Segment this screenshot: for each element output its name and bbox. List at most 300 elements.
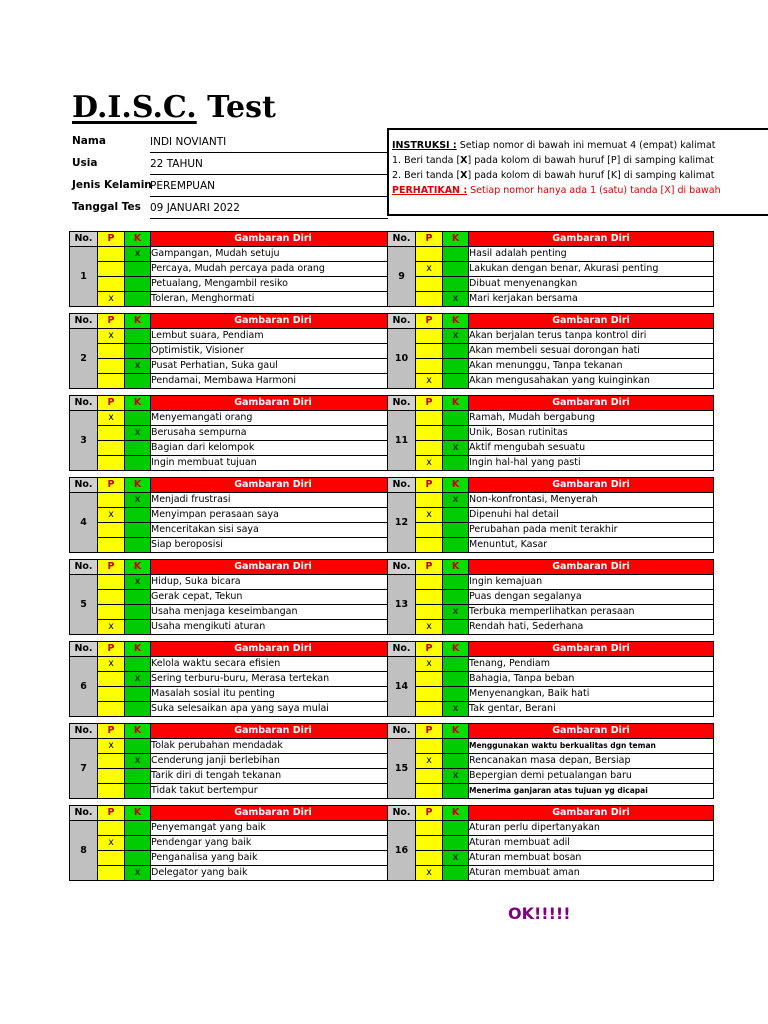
header-gambaran-diri: Gambaran Diri — [469, 560, 714, 575]
p-mark-cell[interactable] — [98, 687, 125, 702]
statement-text: Aturan membuat aman — [469, 866, 714, 881]
info-value-jenis-kelamin[interactable]: PEREMPUAN — [150, 176, 388, 197]
statement-text: Perubahan pada menit terakhir — [469, 523, 714, 538]
k-mark-cell[interactable] — [443, 456, 469, 471]
info-label: Nama — [72, 135, 106, 147]
p-mark-cell[interactable] — [98, 575, 125, 590]
header-no: No. — [70, 314, 98, 329]
header-no: No. — [388, 724, 416, 739]
table-header-row — [388, 642, 714, 657]
k-mark-cell[interactable] — [125, 590, 151, 605]
header-k: K — [125, 232, 151, 247]
p-mark-cell[interactable] — [98, 344, 125, 359]
k-mark-cell[interactable] — [443, 739, 469, 754]
header-k: K — [125, 478, 151, 493]
k-mark-cell[interactable]: x — [443, 441, 469, 456]
header-k: K — [125, 314, 151, 329]
header-gambaran-diri: Gambaran Diri — [151, 724, 396, 739]
table-row — [388, 247, 714, 262]
table-row — [70, 523, 396, 538]
p-mark-cell[interactable]: x — [98, 508, 125, 523]
statement-text: Aturan membuat adil — [469, 836, 714, 851]
info-value-tanggal-tes[interactable]: 09 JANUARI 2022 — [150, 198, 388, 219]
statement-text: Gampangan, Mudah setuju — [151, 247, 396, 262]
statement-text: Usaha menjaga keseimbangan — [151, 605, 396, 620]
p-mark-cell[interactable] — [416, 836, 443, 851]
table-row — [388, 605, 714, 620]
table-row — [388, 508, 714, 523]
p-mark-cell[interactable]: x — [98, 739, 125, 754]
k-mark-cell[interactable] — [125, 344, 151, 359]
k-mark-cell[interactable]: x — [125, 359, 151, 374]
p-mark-cell[interactable] — [98, 784, 125, 799]
p-mark-cell[interactable]: x — [416, 374, 443, 389]
statement-text: Delegator yang baik — [151, 866, 396, 881]
group-number: 3 — [70, 411, 98, 471]
table-row — [70, 411, 396, 426]
p-mark-cell[interactable] — [98, 866, 125, 881]
group-number: 4 — [70, 493, 98, 553]
statement-text: Akan membeli sesuai dorongan hati — [469, 344, 714, 359]
table-row — [388, 456, 714, 471]
k-mark-cell[interactable] — [125, 784, 151, 799]
p-mark-cell[interactable]: x — [416, 620, 443, 635]
k-mark-cell[interactable] — [125, 769, 151, 784]
statement-text: Lakukan dengan benar, Akurasi penting — [469, 262, 714, 277]
header-no: No. — [70, 560, 98, 575]
table-row — [70, 851, 396, 866]
p-mark-cell[interactable] — [416, 605, 443, 620]
p-mark-cell[interactable] — [416, 538, 443, 553]
k-mark-cell[interactable] — [443, 411, 469, 426]
statement-text: Sering terburu-buru, Merasa tertekan — [151, 672, 396, 687]
statement-text: Usaha mengikuti aturan — [151, 620, 396, 635]
p-mark-cell[interactable] — [416, 426, 443, 441]
k-mark-cell[interactable] — [125, 851, 151, 866]
header-p: P — [98, 396, 125, 411]
title-test: Test — [207, 90, 276, 125]
disc-group-3 — [69, 395, 396, 471]
k-mark-cell[interactable] — [125, 836, 151, 851]
table-row — [70, 784, 396, 799]
info-row-tanggal-tes — [72, 198, 388, 220]
table-row — [388, 702, 714, 717]
header-p: P — [98, 232, 125, 247]
header-gambaran-diri: Gambaran Diri — [469, 724, 714, 739]
p-mark-cell[interactable] — [98, 493, 125, 508]
statement-text: Rendah hati, Sederhana — [469, 620, 714, 635]
table-row — [388, 359, 714, 374]
header-k: K — [443, 724, 469, 739]
k-mark-cell[interactable]: x — [125, 866, 151, 881]
table-row — [388, 754, 714, 769]
k-mark-cell[interactable] — [443, 523, 469, 538]
statement-text: Bahagia, Tanpa beban — [469, 672, 714, 687]
k-mark-cell[interactable] — [443, 344, 469, 359]
header-gambaran-diri: Gambaran Diri — [151, 806, 396, 821]
statement-text: Tak gentar, Berani — [469, 702, 714, 717]
page-title — [72, 88, 276, 128]
p-mark-cell[interactable] — [98, 523, 125, 538]
statement-text: Tolak perubahan mendadak — [151, 739, 396, 754]
table-row — [70, 672, 396, 687]
header-no: No. — [388, 314, 416, 329]
k-mark-cell[interactable]: x — [125, 754, 151, 769]
disc-group-15 — [387, 723, 714, 799]
p-mark-cell[interactable] — [98, 851, 125, 866]
p-mark-cell[interactable] — [98, 426, 125, 441]
k-mark-cell[interactable] — [125, 687, 151, 702]
p-mark-cell[interactable] — [98, 754, 125, 769]
group-number: 11 — [388, 411, 416, 471]
statement-text: Tidak takut bertempur — [151, 784, 396, 799]
table-row — [388, 426, 714, 441]
p-mark-cell[interactable] — [416, 851, 443, 866]
p-mark-cell[interactable]: x — [98, 329, 125, 344]
disc-group-2 — [69, 313, 396, 389]
header-k: K — [443, 314, 469, 329]
k-mark-cell[interactable]: x — [443, 851, 469, 866]
table-row — [70, 247, 396, 262]
header-no: No. — [70, 642, 98, 657]
header-p: P — [416, 806, 443, 821]
k-mark-cell[interactable]: x — [443, 329, 469, 344]
group-number: 15 — [388, 739, 416, 799]
p-mark-cell[interactable] — [416, 344, 443, 359]
k-mark-cell[interactable]: x — [125, 247, 151, 262]
statement-text: Gerak cepat, Tekun — [151, 590, 396, 605]
p-mark-cell[interactable] — [416, 590, 443, 605]
header-gambaran-diri: Gambaran Diri — [151, 478, 396, 493]
header-no: No. — [388, 232, 416, 247]
statement-text: Masalah sosial itu penting — [151, 687, 396, 702]
p-mark-cell[interactable] — [416, 784, 443, 799]
header-p: P — [416, 560, 443, 575]
p-mark-cell[interactable]: x — [416, 657, 443, 672]
header-gambaran-diri: Gambaran Diri — [469, 642, 714, 657]
p-mark-cell[interactable] — [98, 821, 125, 836]
instructions-box — [387, 128, 768, 216]
header-no: No. — [388, 642, 416, 657]
k-mark-cell[interactable] — [125, 620, 151, 635]
table-row — [70, 426, 396, 441]
table-row — [70, 262, 396, 277]
k-mark-cell[interactable]: x — [125, 493, 151, 508]
k-mark-cell[interactable] — [125, 821, 151, 836]
table-header-row — [388, 396, 714, 411]
info-label: Tanggal Tes — [72, 201, 141, 213]
p-mark-cell[interactable] — [416, 821, 443, 836]
p-mark-cell[interactable] — [416, 441, 443, 456]
table-header-row — [70, 642, 396, 657]
table-row — [388, 292, 714, 307]
table-row — [388, 590, 714, 605]
k-mark-cell[interactable] — [443, 866, 469, 881]
table-row — [70, 605, 396, 620]
table-row — [388, 277, 714, 292]
k-mark-cell[interactable] — [443, 359, 469, 374]
p-mark-cell[interactable] — [98, 374, 125, 389]
table-row — [70, 821, 396, 836]
k-mark-cell[interactable] — [443, 277, 469, 292]
table-row — [70, 590, 396, 605]
k-mark-cell[interactable] — [443, 687, 469, 702]
table-row — [70, 769, 396, 784]
k-mark-cell[interactable] — [125, 329, 151, 344]
k-mark-cell[interactable] — [443, 836, 469, 851]
disc-group-1 — [69, 231, 396, 307]
statement-text: Pusat Perhatian, Suka gaul — [151, 359, 396, 374]
table-header-row — [388, 806, 714, 821]
k-mark-cell[interactable] — [443, 538, 469, 553]
statement-text: Menceritakan sisi saya — [151, 523, 396, 538]
table-header-row — [388, 232, 714, 247]
statement-text: Percaya, Mudah percaya pada orang — [151, 262, 396, 277]
p-mark-cell[interactable] — [98, 590, 125, 605]
group-number: 1 — [70, 247, 98, 307]
statement-text: Ingin membuat tujuan — [151, 456, 396, 471]
table-row — [388, 672, 714, 687]
statement-text: Petualang, Mengambil resiko — [151, 277, 396, 292]
statement-text: Akan mengusahakan yang kuinginkan — [469, 374, 714, 389]
table-row — [388, 821, 714, 836]
header-k: K — [125, 560, 151, 575]
statement-text: Unik, Bosan rutinitas — [469, 426, 714, 441]
header-k: K — [443, 232, 469, 247]
p-mark-cell[interactable]: x — [416, 508, 443, 523]
table-row — [388, 523, 714, 538]
header-p: P — [416, 396, 443, 411]
group-number: 12 — [388, 493, 416, 553]
k-mark-cell[interactable] — [443, 754, 469, 769]
header-gambaran-diri: Gambaran Diri — [469, 478, 714, 493]
k-mark-cell[interactable] — [125, 523, 151, 538]
p-mark-cell[interactable]: x — [98, 292, 125, 307]
p-mark-cell[interactable] — [98, 277, 125, 292]
statement-text: Menyenangkan, Baik hati — [469, 687, 714, 702]
k-mark-cell[interactable] — [125, 538, 151, 553]
k-mark-cell[interactable] — [443, 262, 469, 277]
k-mark-cell[interactable]: x — [443, 702, 469, 717]
info-value-usia[interactable]: 22 TAHUN — [150, 154, 388, 175]
disc-group-12 — [387, 477, 714, 553]
header-no: No. — [70, 396, 98, 411]
p-mark-cell[interactable]: x — [98, 836, 125, 851]
p-mark-cell[interactable] — [416, 277, 443, 292]
k-mark-cell[interactable]: x — [125, 672, 151, 687]
disc-group-11 — [387, 395, 714, 471]
p-mark-cell[interactable]: x — [98, 620, 125, 635]
k-mark-cell[interactable] — [125, 657, 151, 672]
k-mark-cell[interactable] — [125, 374, 151, 389]
table-row — [388, 739, 714, 754]
p-mark-cell[interactable] — [98, 262, 125, 277]
statement-text: Ramah, Mudah bergabung — [469, 411, 714, 426]
statement-text: Mari kerjakan bersama — [469, 292, 714, 307]
k-mark-cell[interactable] — [125, 277, 151, 292]
table-row — [388, 769, 714, 784]
header-no: No. — [70, 724, 98, 739]
k-mark-cell[interactable] — [125, 262, 151, 277]
p-mark-cell[interactable] — [98, 538, 125, 553]
table-row — [388, 374, 714, 389]
p-mark-cell[interactable] — [416, 687, 443, 702]
k-mark-cell[interactable]: x — [443, 292, 469, 307]
p-mark-cell[interactable]: x — [416, 754, 443, 769]
group-number: 7 — [70, 739, 98, 799]
group-number: 2 — [70, 329, 98, 389]
table-header-row — [70, 724, 396, 739]
table-row — [388, 329, 714, 344]
k-mark-cell[interactable] — [125, 456, 151, 471]
k-mark-cell[interactable]: x — [125, 426, 151, 441]
header-k: K — [125, 806, 151, 821]
p-mark-cell[interactable] — [98, 247, 125, 262]
p-mark-cell[interactable] — [416, 493, 443, 508]
disc-group-13 — [387, 559, 714, 635]
p-mark-cell[interactable] — [98, 769, 125, 784]
table-row — [388, 493, 714, 508]
p-mark-cell[interactable] — [98, 702, 125, 717]
k-mark-cell[interactable]: x — [125, 575, 151, 590]
header-gambaran-diri: Gambaran Diri — [151, 396, 396, 411]
table-header-row — [70, 560, 396, 575]
header-k: K — [125, 724, 151, 739]
p-mark-cell[interactable] — [416, 292, 443, 307]
header-k: K — [443, 396, 469, 411]
header-gambaran-diri: Gambaran Diri — [151, 314, 396, 329]
header-k: K — [443, 478, 469, 493]
k-mark-cell[interactable] — [125, 441, 151, 456]
table-row — [388, 575, 714, 590]
table-row — [70, 344, 396, 359]
header-no: No. — [388, 806, 416, 821]
disc-group-9 — [387, 231, 714, 307]
p-mark-cell[interactable]: x — [98, 411, 125, 426]
k-mark-cell[interactable] — [443, 426, 469, 441]
statement-text: Bagian dari kelompok — [151, 441, 396, 456]
p-mark-cell[interactable] — [416, 769, 443, 784]
table-row — [70, 374, 396, 389]
statement-text: Hasil adalah penting — [469, 247, 714, 262]
k-mark-cell[interactable] — [443, 620, 469, 635]
k-mark-cell[interactable] — [125, 292, 151, 307]
group-number: 5 — [70, 575, 98, 635]
k-mark-cell[interactable] — [125, 702, 151, 717]
statement-text: Menerima ganjaran atas tujuan yg dicapai — [469, 784, 714, 799]
p-mark-cell[interactable] — [98, 359, 125, 374]
statement-text: Menyemangati orang — [151, 411, 396, 426]
info-value-nama[interactable]: INDI NOVIANTI — [150, 132, 388, 153]
statement-text: Hidup, Suka bicara — [151, 575, 396, 590]
header-gambaran-diri: Gambaran Diri — [469, 806, 714, 821]
table-row — [388, 687, 714, 702]
instruction-line-intro: INSTRUKSI : Setiap nomor di bawah ini memuat 4 (empat) kalimat — [392, 140, 716, 151]
statement-text: Terbuka memperlihatkan perasaan — [469, 605, 714, 620]
p-mark-cell[interactable]: x — [416, 456, 443, 471]
p-mark-cell[interactable] — [416, 247, 443, 262]
p-mark-cell[interactable]: x — [98, 657, 125, 672]
statement-text: Akan berjalan terus tanpa kontrol diri — [469, 329, 714, 344]
p-mark-cell[interactable] — [98, 605, 125, 620]
p-mark-cell[interactable] — [416, 411, 443, 426]
table-header-row — [70, 806, 396, 821]
p-mark-cell[interactable] — [416, 575, 443, 590]
k-mark-cell[interactable]: x — [443, 605, 469, 620]
statement-text: Aktif mengubah sesuatu — [469, 441, 714, 456]
table-row — [70, 456, 396, 471]
k-mark-cell[interactable] — [125, 739, 151, 754]
k-mark-cell[interactable]: x — [443, 769, 469, 784]
instruction-warning: PERHATIKAN : Setiap nomor hanya ada 1 (satu) tanda [X] di bawah — [392, 185, 721, 196]
statement-text: Berusaha sempurna — [151, 426, 396, 441]
statement-text: Aturan perlu dipertanyakan — [469, 821, 714, 836]
k-mark-cell[interactable] — [443, 672, 469, 687]
table-row — [388, 441, 714, 456]
k-mark-cell[interactable] — [443, 657, 469, 672]
p-mark-cell[interactable] — [98, 672, 125, 687]
table-row — [70, 866, 396, 881]
p-mark-cell[interactable] — [98, 441, 125, 456]
table-row — [388, 344, 714, 359]
statement-text: Penyemangat yang baik — [151, 821, 396, 836]
k-mark-cell[interactable] — [125, 508, 151, 523]
p-mark-cell[interactable]: x — [416, 262, 443, 277]
k-mark-cell[interactable] — [443, 247, 469, 262]
table-row — [70, 657, 396, 672]
statement-text: Dibuat menyenangkan — [469, 277, 714, 292]
k-mark-cell[interactable] — [443, 374, 469, 389]
table-row — [70, 493, 396, 508]
table-row — [388, 262, 714, 277]
header-p: P — [98, 642, 125, 657]
statement-text: Non-konfrontasi, Menyerah — [469, 493, 714, 508]
table-row — [70, 329, 396, 344]
k-mark-cell[interactable] — [443, 821, 469, 836]
statement-text: Lembut suara, Pendiam — [151, 329, 396, 344]
header-p: P — [416, 314, 443, 329]
disc-group-7 — [69, 723, 396, 799]
p-mark-cell[interactable] — [416, 702, 443, 717]
statement-text: Tarik diri di tengah tekanan — [151, 769, 396, 784]
k-mark-cell[interactable] — [443, 575, 469, 590]
header-no: No. — [388, 396, 416, 411]
p-mark-cell[interactable] — [416, 672, 443, 687]
statement-text: Menjadi frustrasi — [151, 493, 396, 508]
header-gambaran-diri: Gambaran Diri — [469, 232, 714, 247]
k-mark-cell[interactable] — [443, 590, 469, 605]
p-mark-cell[interactable]: x — [416, 866, 443, 881]
table-header-row — [388, 314, 714, 329]
table-row — [388, 657, 714, 672]
table-header-row — [70, 232, 396, 247]
k-mark-cell[interactable] — [125, 411, 151, 426]
p-mark-cell[interactable] — [98, 456, 125, 471]
p-mark-cell[interactable] — [416, 359, 443, 374]
disc-group-10 — [387, 313, 714, 389]
k-mark-cell[interactable] — [125, 605, 151, 620]
k-mark-cell[interactable]: x — [443, 493, 469, 508]
p-mark-cell[interactable] — [416, 739, 443, 754]
disc-group-14 — [387, 641, 714, 717]
statement-text: Aturan membuat bosan — [469, 851, 714, 866]
table-row — [70, 836, 396, 851]
k-mark-cell[interactable] — [443, 508, 469, 523]
p-mark-cell[interactable] — [416, 523, 443, 538]
statement-text: Tenang, Pendiam — [469, 657, 714, 672]
k-mark-cell[interactable] — [443, 784, 469, 799]
p-mark-cell[interactable] — [416, 329, 443, 344]
